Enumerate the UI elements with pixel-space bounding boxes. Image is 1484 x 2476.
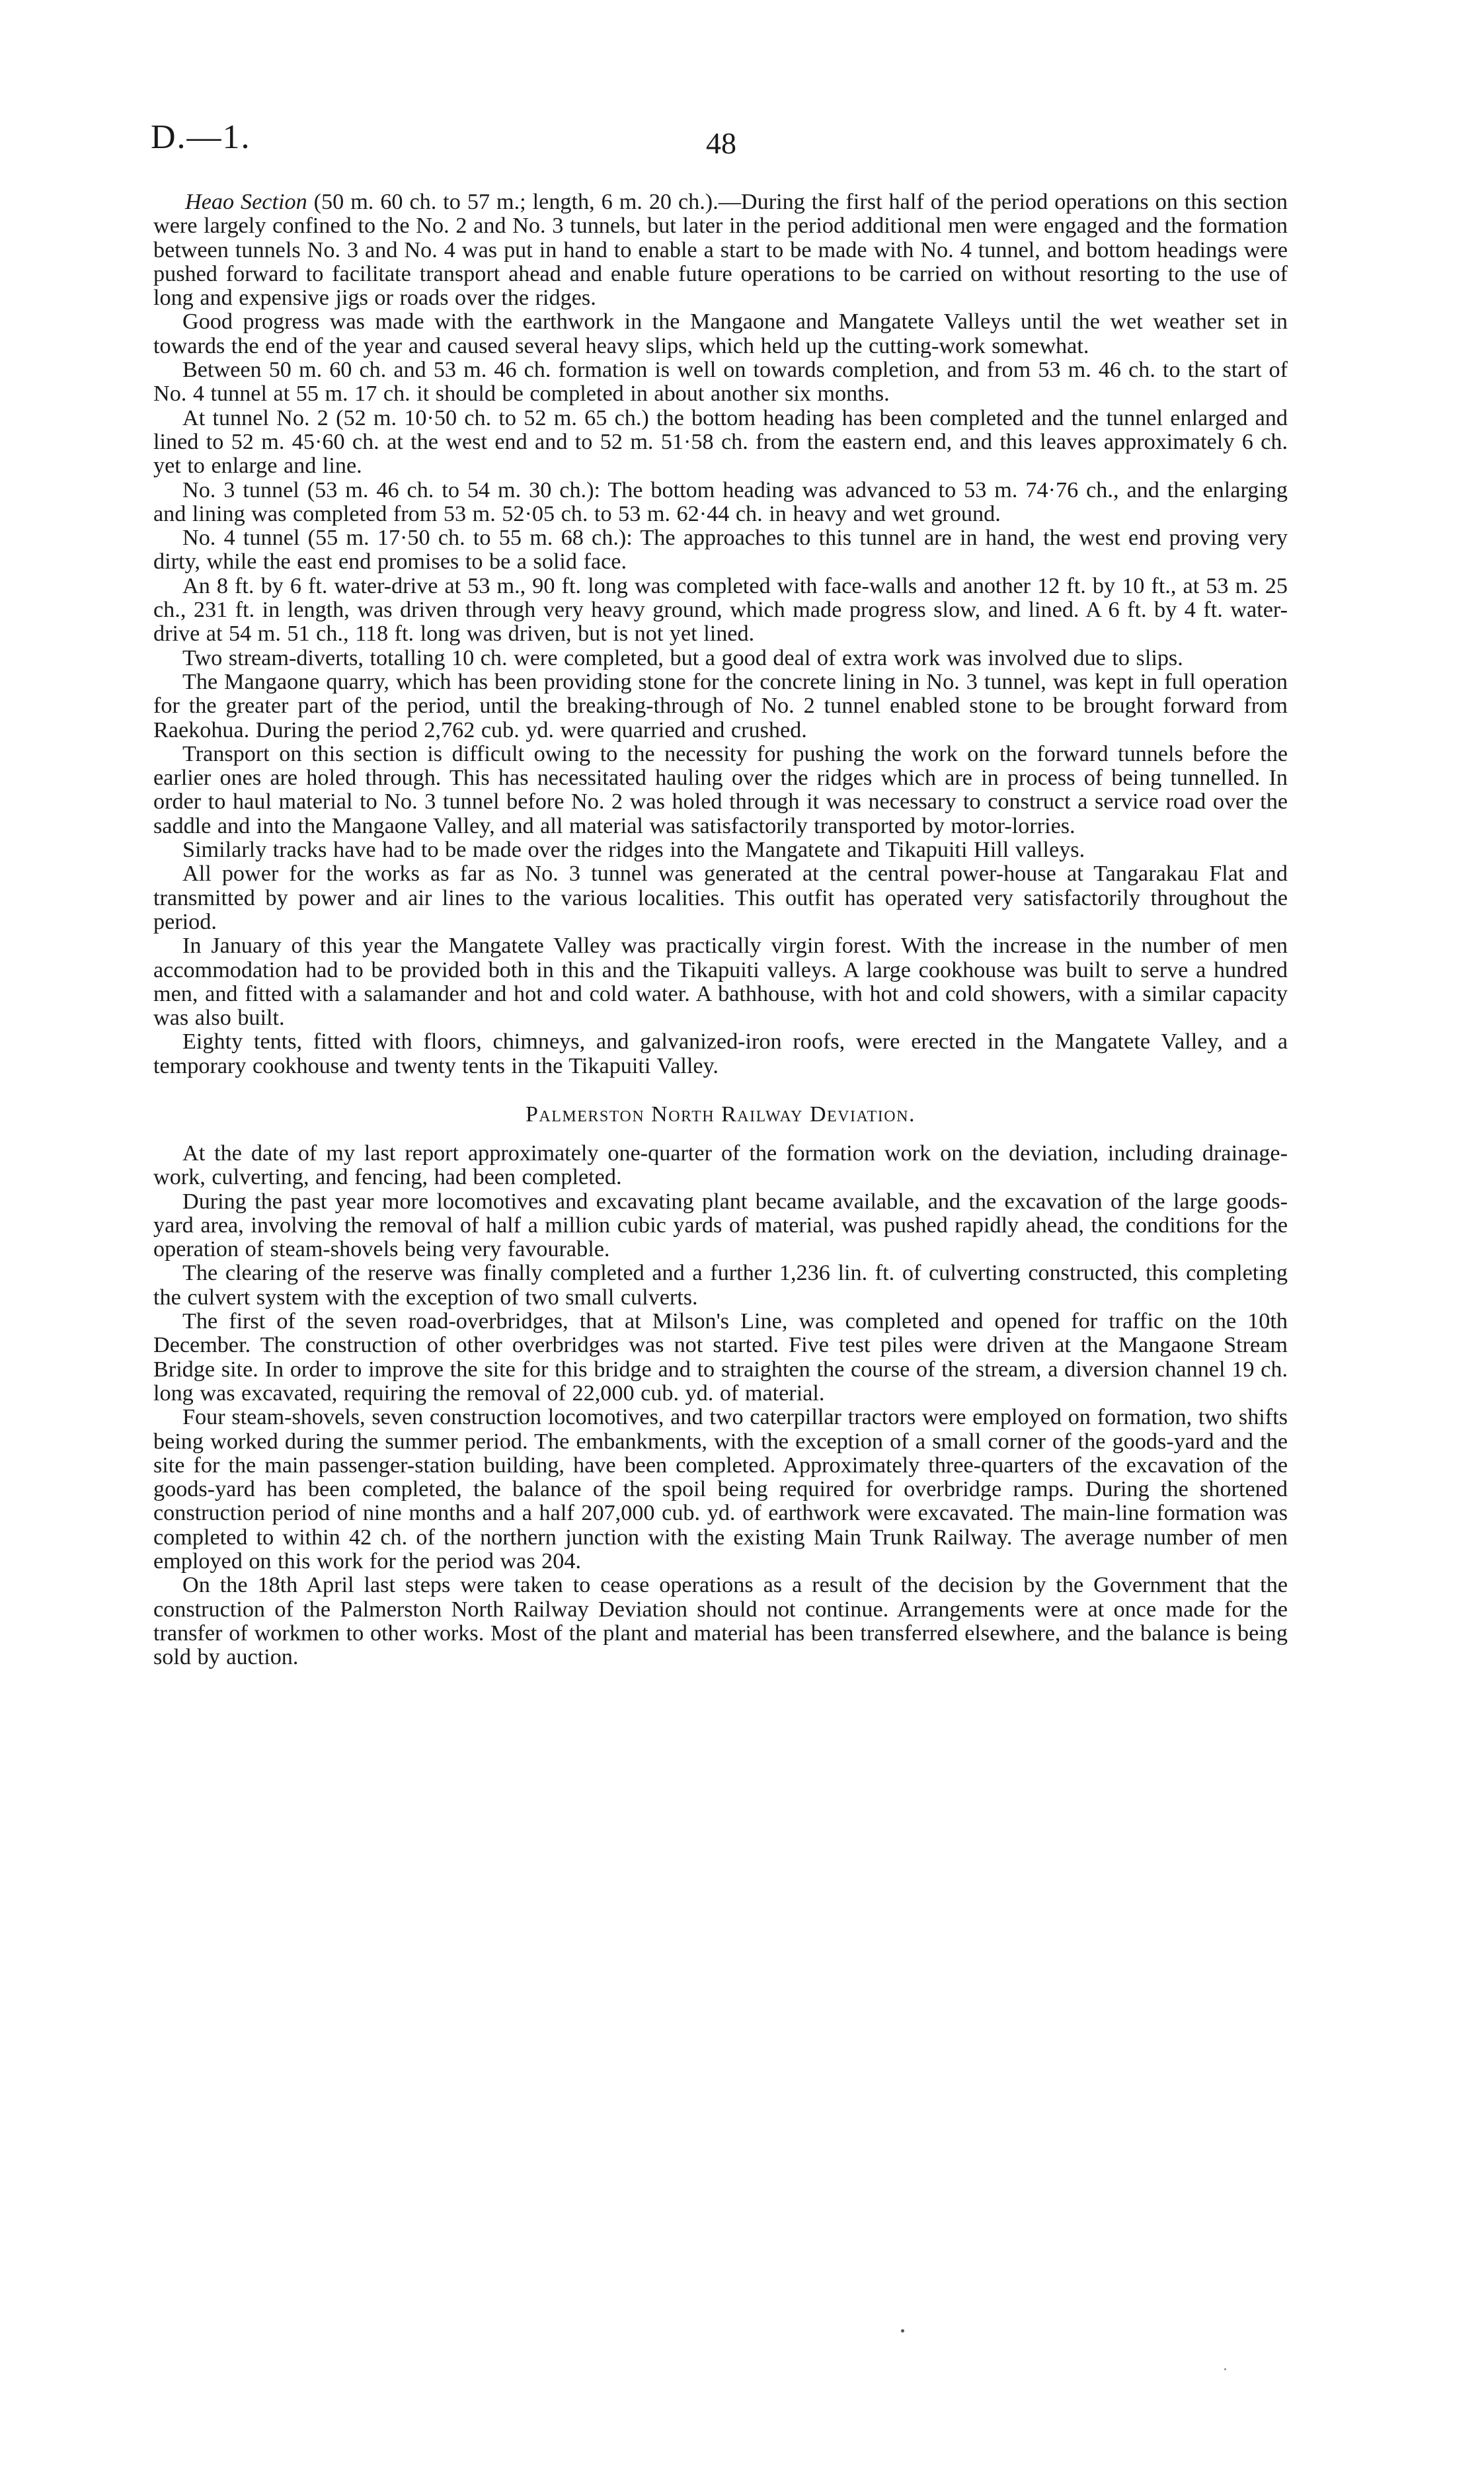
page-number: 48 xyxy=(706,126,736,160)
paragraph: Eighty tents, fitted with floors, chimneys, and galvanized-iron roofs, were erected in the Mangatete Valley, and a temporary cookhouse and twenty tents in the Tikapuiti Valley. xyxy=(153,1029,1288,1078)
paragraph: Transport on this section is difficult owing to the necessity for pushing the work on the forward tunnels before the earlier ones are holed through. This has necessitated hauling over the ridges which are in process of being tunnelled. In order to haul material to No. 3 tunnel before No. 2 was holed through it was necessary to construct a service road over the saddle and into the Mangaone Valley, and all material was satisfactorily transported by motor-lorries. xyxy=(153,741,1288,838)
body-text xyxy=(153,190,1288,1670)
paragraph: Similarly tracks have had to be made over the ridges into the Mangatete and Tikapuiti Hill valleys. xyxy=(182,838,1085,863)
paragraph: At the date of my last report approximately one-quarter of the formation work on the deviation, including drainage-work, culverting, and fencing, had been completed. xyxy=(153,1140,1288,1190)
section-heading: Palmerston North Railway Deviation. xyxy=(526,1101,916,1127)
paragraph: Four steam-shovels, seven construction locomotives, and two caterpillar tractors were employed on formation, two shifts being worked during the summer period. The embankments, with the exception of a small corner of the goods-yard and the site for the main passenger-station building, have been completed. Approximately three-quarters of the excavation of the goods-yard has been completed, the balance of the spoil being required for overbridge ramps. During the shortened construction period of nine months and a half 207,000 cub. yd. of earthwork were excavated. The main-line formation was completed to within 42 ch. of the northern junction with the existing Main Trunk Railway. The average number of men employed on this work for the period was 204. xyxy=(153,1405,1288,1574)
paragraph: At tunnel No. 2 (52 m. 10·50 ch. to 52 m. 65 ch.) the bottom heading has been completed and the tunnel enlarged and lined to 52 m. 45·60 ch. at the west end and to 52 m. 51·58 ch. from the eastern end, and this leaves approximately 6 ch. yet to enlarge and line. xyxy=(153,405,1288,479)
scan-speck xyxy=(901,2329,904,2333)
paragraph: No. 4 tunnel (55 m. 17·50 ch. to 55 m. 68 ch.): The approaches to this tunnel are in hand, the west end proving very dirty, while the east end promises to be a solid face. xyxy=(153,526,1288,575)
paragraph: Two stream-diverts, totalling 10 ch. were completed, but a good deal of extra work was involved due to slips. xyxy=(182,645,1183,670)
section-name-heao: Heao Section xyxy=(185,190,307,214)
paragraph: On the 18th April last steps were taken to cease operations as a result of the decision by the Government that the construction of the Palmerston North Railway Deviation should not continue. Arrangements were at once made for the transfer of workmen to other works. Most of the plant and material has been transferred elsewhere, and the balance is being sold by auction. xyxy=(153,1573,1288,1670)
document-reference: D.—1. xyxy=(151,118,251,156)
paragraph: No. 3 tunnel (53 m. 46 ch. to 54 m. 30 ch.): The bottom heading was advanced to 53 m. 74·76 ch., and the enlarging and lining was completed from 53 m. 52·05 ch. to 53 m. 62·44 ch. in heavy and wet ground. xyxy=(153,477,1288,526)
paragraph: An 8 ft. by 6 ft. water-drive at 53 m., 90 ft. long was completed with face-walls and another 12 ft. by 10 ft., at 53 m. 25 ch., 231 ft. in length, was driven through very heavy ground, which made progress slow, and lined. A 6 ft. by 4 ft. water-drive at 54 m. 51 ch., 118 ft. long was driven, but is not yet lined. xyxy=(153,573,1288,647)
paragraph-heao-intro xyxy=(153,190,1288,310)
paragraph: During the past year more locomotives and excavating plant became available, and the excavation of the large goods-yard area, involving the removal of half a million cubic yards of material, was pushed rapidly ahead, the conditions for the operation of steam-shovels being very favourable. xyxy=(153,1189,1288,1262)
paragraph-heao-intro-text: (50 m. 60 ch. to 57 m.; length, 6 m. 20 ch.).—During the first half of the period operations on this section were largely confined to the No. 2 and No. 3 tunnels, but later in the period additional men were engaged and the formation between tunnels No. 3 and No. 4 was put in hand to enable a start to be made with No. 4 tunnel, and bottom headings were pushed forward to facilitate transport ahead and enable future operations to be carried on without resorting to the use of long and expensive jigs or roads over the ridges. xyxy=(153,190,1288,311)
paragraph: The first of the seven road-overbridges, that at Milson's Line, was completed and opened for traffic on the 10th December. The construction of other overbridges was not started. Five test piles were driven at the Mangaone Stream Bridge site. In order to improve the site for this bridge and to straighten the course of the stream, a diversion channel 19 ch. long was excavated, requiring the removal of 22,000 cub. yd. of material. xyxy=(153,1309,1288,1406)
paragraph: In January of this year the Mangatete Valley was practically virgin forest. With the increase in the number of men accommodation had to be provided both in this and the Tikapuiti valleys. A large cookhouse was built to serve a hundred men, and fitted with a salamander and hot and cold water. A bathhouse, with hot and cold showers, with a similar capacity was also built. xyxy=(153,934,1288,1031)
paragraph: Good progress was made with the earthwork in the Mangaone and Mangatete Valleys until the wet weather set in towards the end of the year and caused several heavy slips, which held up the cutting-work somewhat. xyxy=(153,309,1288,358)
paragraph: The clearing of the reserve was finally completed and a further 1,236 lin. ft. of culverting constructed, this completing the culvert system with the exception of two small culverts. xyxy=(153,1261,1288,1310)
scan-speck xyxy=(1224,2368,1226,2370)
paragraph: The Mangaone quarry, which has been providing stone for the concrete lining in No. 3 tunnel, was kept in full operation for the greater part of the period, until the breaking-through of No. 2 tunnel enabled stone to be brought forward from Raekohua. During the period 2,762 cub. yd. were quarried and crushed. xyxy=(153,669,1288,742)
paragraph: Between 50 m. 60 ch. and 53 m. 46 ch. formation is well on towards completion, and from 53 m. 46 ch. to the start of No. 4 tunnel at 55 m. 17 ch. it should be completed in about another six months. xyxy=(153,358,1288,407)
paragraph: All power for the works as far as No. 3 tunnel was generated at the central power-house at Tangarakau Flat and transmitted by power and air lines to the various localities. This outfit has operated very satisfactorily throughout the period. xyxy=(153,861,1288,934)
